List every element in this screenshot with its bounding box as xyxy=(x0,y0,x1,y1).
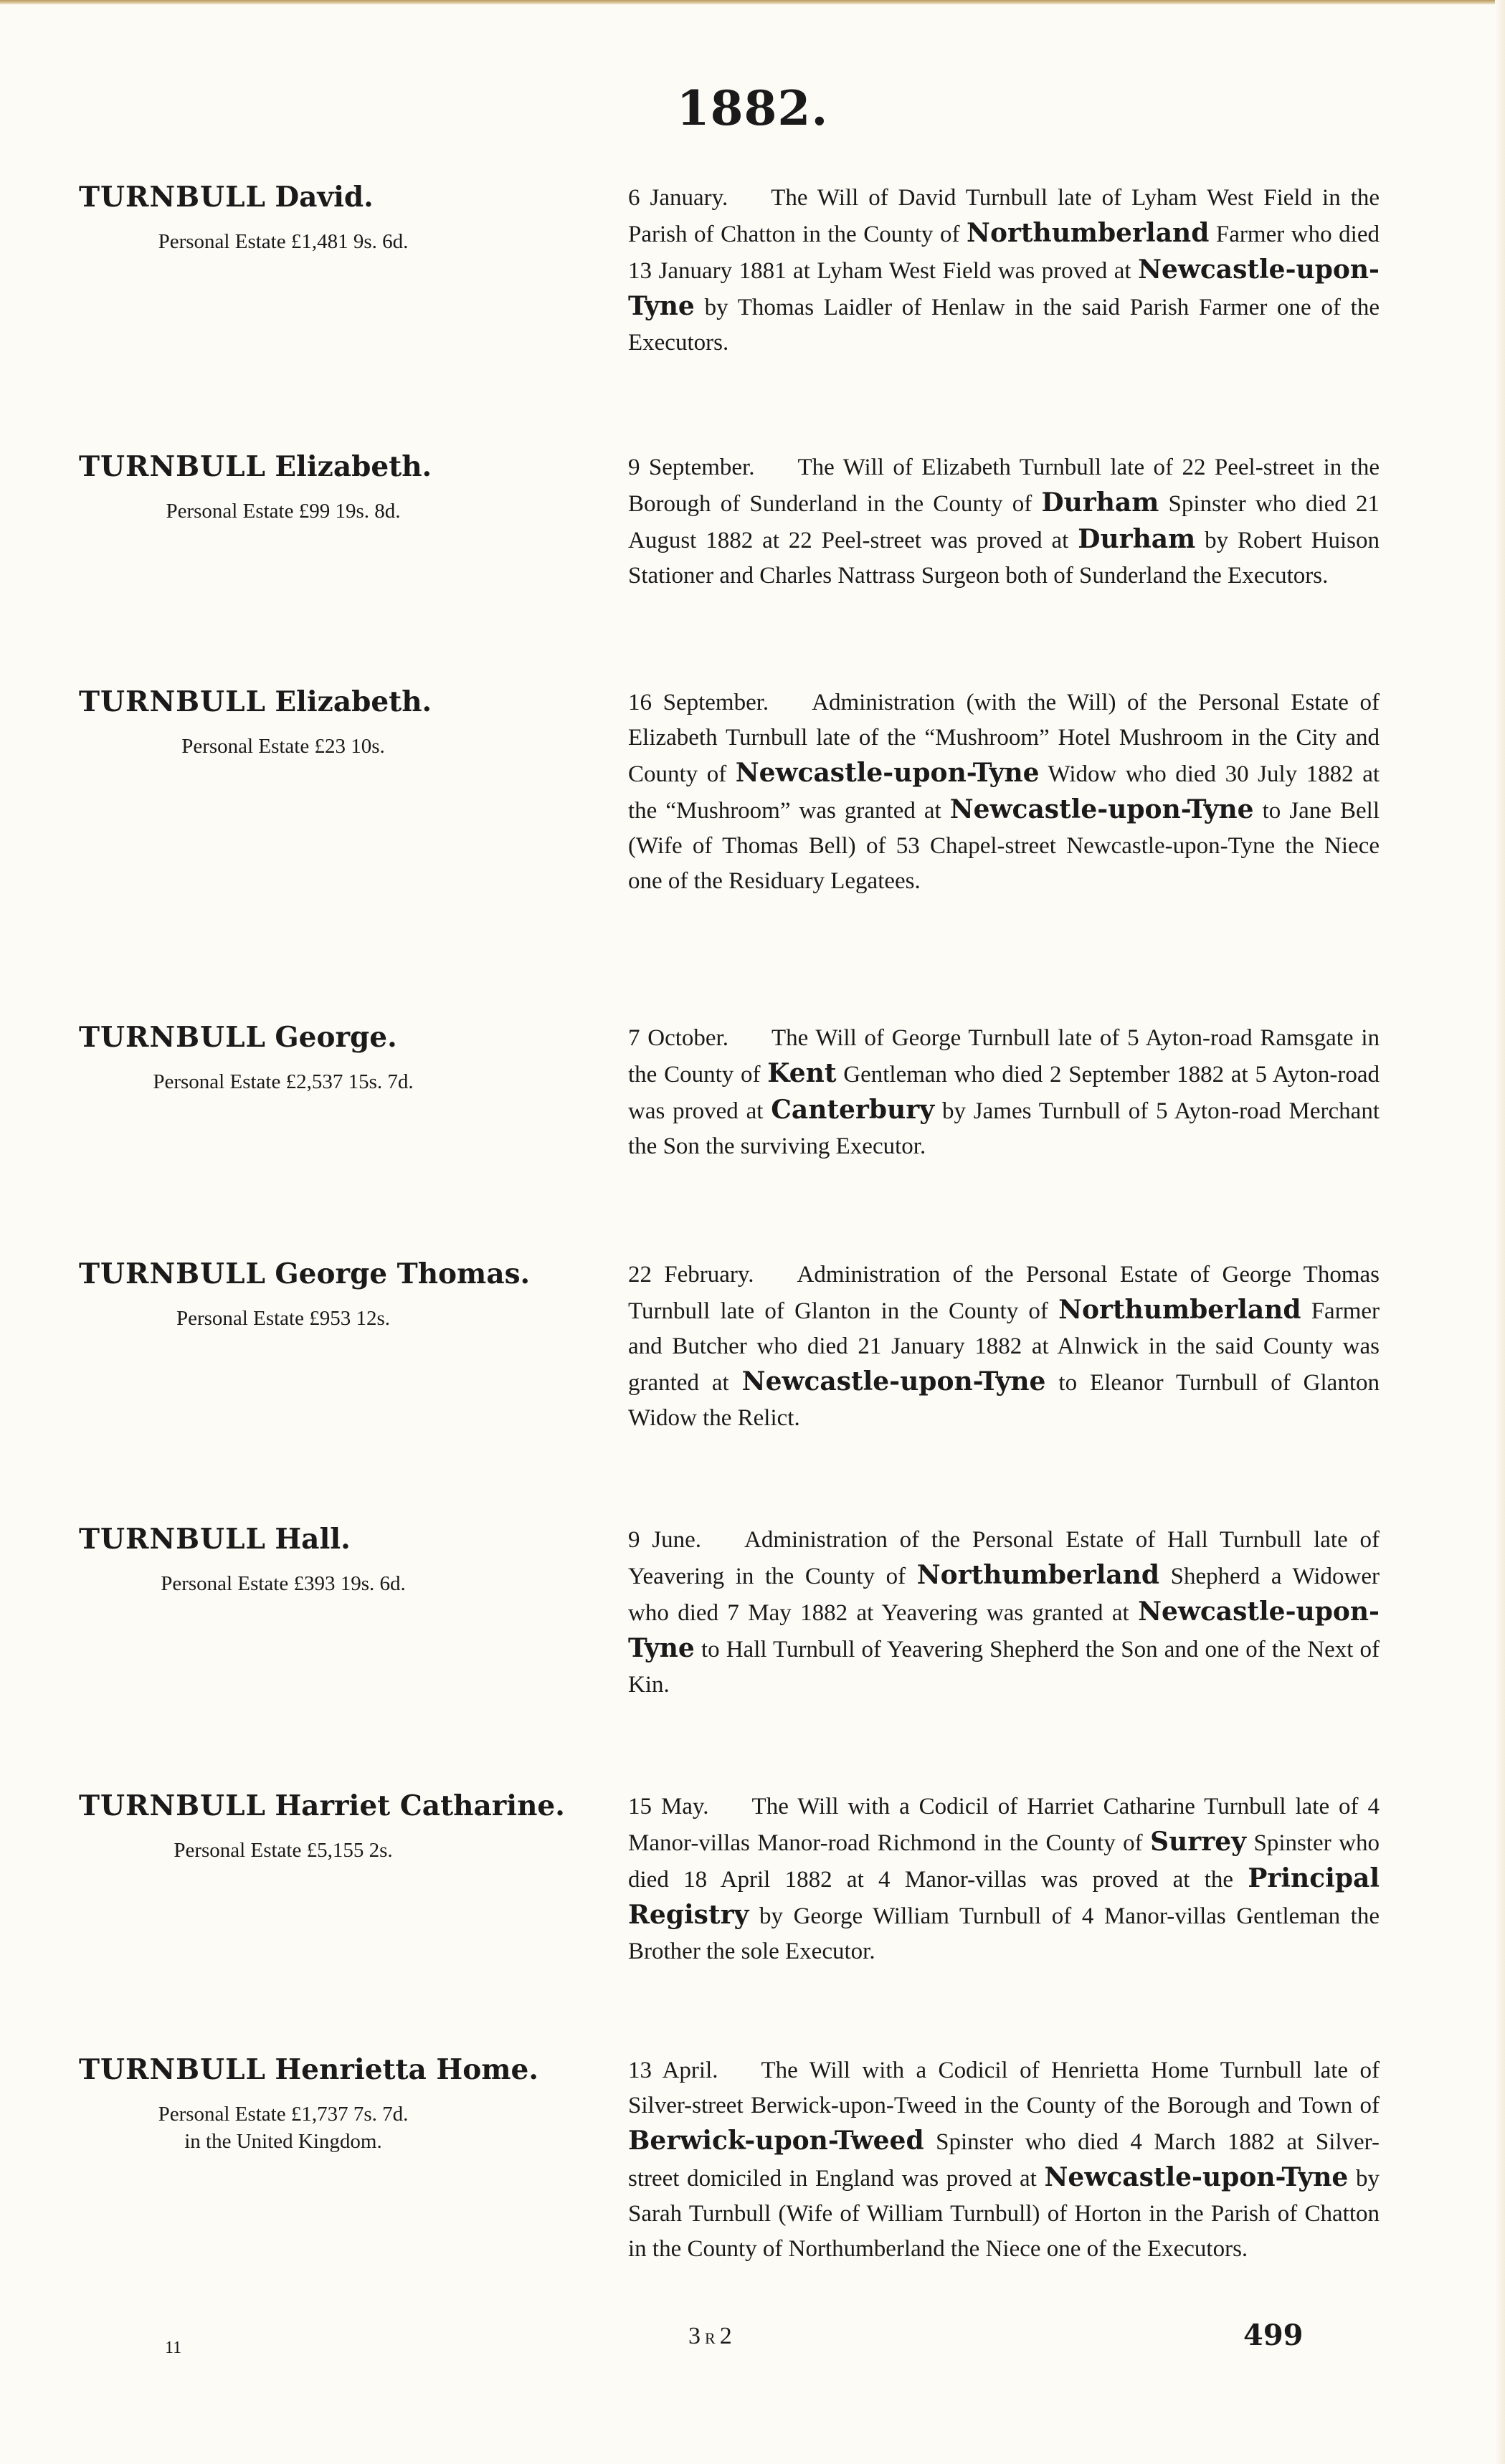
probate-text-segment: The Will of Elizabeth Turnbull late of 22 Peel-street in the Borough of Sunderland in the County of xyxy=(628,455,1380,517)
entry-probate-text xyxy=(628,181,1380,361)
entry-name xyxy=(79,2053,538,2086)
probate-text-segment: Administration of the Personal Estate of George Thomas Turnbull late of Glanton in the County of xyxy=(628,1262,1380,1324)
probate-text-segment: Farmer and Butcher who died 21 January 1882 at Alnwick in the said County was granted at xyxy=(628,1298,1380,1396)
estate-line: Personal Estate £99 19s. 8d. xyxy=(166,500,401,523)
page-edge-top xyxy=(0,0,1505,4)
sheet-mark-suffix: 2 xyxy=(719,2323,736,2349)
entry-name xyxy=(79,1021,397,1054)
entry-date: 6 January. xyxy=(628,185,728,211)
entry-date: 16 September. xyxy=(628,690,769,715)
entry-name xyxy=(79,1789,565,1822)
probate-place-emphasis: Durham xyxy=(1078,524,1196,554)
page-edge-right xyxy=(1495,0,1505,2464)
entry-given-names: Harriet Catharine. xyxy=(275,1789,565,1822)
estate-line: Personal Estate £393 19s. 6d. xyxy=(161,1572,406,1595)
entry-probate-text xyxy=(628,1257,1380,1436)
probate-text-segment: Spinster who died 4 March 1882 at Silver-street domiciled in England was proved at xyxy=(628,2129,1380,2192)
entry-probate-text xyxy=(628,1021,1380,1164)
probate-text-segment: The Will of David Turnbull late of Lyham West Field in the Parish of Chatton in the County of xyxy=(628,185,1380,247)
sheet-mark xyxy=(688,2323,736,2350)
probate-place-emphasis: Northumberland xyxy=(967,218,1210,248)
entry-date: 15 May. xyxy=(628,1794,709,1820)
probate-place-emphasis: Newcastle-upon-Tyne xyxy=(741,1366,1046,1397)
probate-text-segment: Spinster who died 21 August 1882 at 22 Peel-street was proved at xyxy=(628,491,1380,553)
probate-place-emphasis: Northumberland xyxy=(1058,1295,1301,1325)
signature-mark: 11 xyxy=(165,2339,182,2357)
entry-given-names: David. xyxy=(275,181,374,214)
probate-text-segment: by George William Turnbull of 4 Manor-villas Gentleman the Brother the sole Executor. xyxy=(628,1903,1380,1964)
estate-line: Personal Estate £23 10s. xyxy=(181,735,385,758)
probate-text-segment: The Will of George Turnbull late of 5 Ayton-road Ramsgate in the County of xyxy=(628,1025,1380,1088)
entry-name xyxy=(79,685,432,718)
entry-name xyxy=(79,1257,530,1290)
entry-probate-text xyxy=(628,685,1380,899)
entry-personal-estate xyxy=(115,1305,452,1332)
sheet-mark-letter: R xyxy=(705,2329,720,2347)
probate-text-segment: Farmer who died 13 January 1881 at Lyham West Field was proved at xyxy=(628,222,1380,284)
entry-name xyxy=(79,1523,351,1556)
sheet-mark-prefix: 3 xyxy=(688,2323,705,2349)
probate-place-emphasis: Berwick-upon-Tweed xyxy=(628,2126,924,2156)
probate-text-segment: by Sarah Turnbull (Wife of William Turnbull) of Horton in the Parish of Chatton in the County of Northumberland the Niece one of the Executors. xyxy=(628,2166,1380,2262)
entry-given-names: George Thomas. xyxy=(275,1257,531,1290)
entry-surname: TURNBULL xyxy=(79,685,266,718)
entry-probate-text xyxy=(628,2053,1380,2267)
entry-personal-estate xyxy=(115,733,452,760)
entry-surname: TURNBULL xyxy=(79,1257,266,1290)
probate-text-segment: Gentleman who died 2 September 1882 at 5 Ayton-road was proved at xyxy=(628,1062,1380,1124)
page-number: 499 xyxy=(1243,2318,1304,2352)
probate-place-emphasis: Principal Registry xyxy=(628,1863,1380,1930)
probate-place-emphasis: Newcastle-upon-Tyne xyxy=(735,758,1040,788)
entry-surname: TURNBULL xyxy=(79,450,266,483)
entry-probate-text xyxy=(628,450,1380,594)
probate-text-segment: Widow who died 30 July 1882 at the “Mushroom” was granted at xyxy=(628,761,1380,824)
estate-line: Personal Estate £1,481 9s. 6d. xyxy=(158,230,409,253)
probate-place-emphasis: Newcastle-upon-Tyne xyxy=(949,794,1254,824)
probate-place-emphasis: Newcastle-upon-Tyne xyxy=(628,1597,1380,1663)
estate-line: Personal Estate £1,737 7s. 7d. xyxy=(158,2103,409,2126)
probate-place-emphasis: Surrey xyxy=(1150,1827,1247,1857)
entry-surname: TURNBULL xyxy=(79,1789,266,1822)
entry-probate-text xyxy=(628,1523,1380,1703)
entry-date: 9 September. xyxy=(628,455,755,480)
probate-text-segment: The Will with a Codicil of Harriet Catharine Turnbull late of 4 Manor-villas Manor-road Richmond in the County of xyxy=(628,1794,1380,1856)
probate-place-emphasis: Canterbury xyxy=(771,1095,935,1125)
entry-date: 13 April. xyxy=(628,2058,718,2083)
entry-personal-estate xyxy=(115,1068,452,1095)
entry-personal-estate xyxy=(115,228,452,255)
estate-line: Personal Estate £953 12s. xyxy=(176,1307,390,1330)
probate-text-segment: by James Turnbull of 5 Ayton-road Merchant the Son the surviving Executor. xyxy=(628,1098,1380,1159)
entry-surname: TURNBULL xyxy=(79,1021,266,1054)
probate-text-segment: Shepherd a Widower who died 7 May 1882 at Yeavering was granted at xyxy=(628,1564,1380,1626)
probate-text-segment: to Eleanor Turnbull of Glanton Widow the Relict. xyxy=(628,1370,1380,1431)
estate-line: in the United Kingdom. xyxy=(184,2130,382,2153)
entry-probate-text xyxy=(628,1789,1380,1969)
probate-text-segment: Spinster who died 18 April 1882 at 4 Manor-villas was proved at the xyxy=(628,1830,1380,1893)
estate-line: Personal Estate £5,155 2s. xyxy=(174,1839,393,1862)
entry-date: 22 February. xyxy=(628,1262,754,1288)
entry-given-names: Henrietta Home. xyxy=(275,2053,538,2086)
probate-place-emphasis: Newcastle-upon-Tyne xyxy=(1044,2162,1349,2192)
entry-given-names: Hall. xyxy=(275,1523,351,1556)
page-year-heading: 1882. xyxy=(676,80,829,136)
entry-given-names: Elizabeth. xyxy=(275,450,432,483)
probate-text-segment: The Will with a Codicil of Henrietta Home Turnbull late of Silver-street Berwick-upon-Tweed in the County of the Borough and Town of xyxy=(628,2058,1380,2118)
probate-place-emphasis: Kent xyxy=(767,1058,837,1088)
entry-name xyxy=(79,450,432,483)
entry-given-names: Elizabeth. xyxy=(275,685,432,718)
entry-date: 9 June. xyxy=(628,1527,702,1553)
entry-personal-estate xyxy=(115,498,452,525)
entry-name xyxy=(79,181,374,214)
probate-text-segment: to Hall Turnbull of Yeavering Shepherd the Son and one of the Next of Kin. xyxy=(628,1637,1380,1698)
probate-text-segment: Administration of the Personal Estate of Hall Turnbull late of Yeavering in the County of xyxy=(628,1527,1380,1589)
probate-place-emphasis: Durham xyxy=(1041,487,1159,518)
estate-line: Personal Estate £2,537 15s. 7d. xyxy=(153,1070,414,1093)
entry-personal-estate xyxy=(115,1837,452,1864)
probate-place-emphasis: Northumberland xyxy=(916,1560,1160,1590)
entry-surname: TURNBULL xyxy=(79,2053,266,2086)
entry-surname: TURNBULL xyxy=(79,181,266,214)
probate-place-emphasis: Newcastle-upon-Tyne xyxy=(628,255,1380,321)
probate-text-segment: by Robert Huison Stationer and Charles Nattrass Surgeon both of Sunderland the Executors. xyxy=(628,528,1380,589)
probate-text-segment: by Thomas Laidler of Henlaw in the said Parish Farmer one of the Executors. xyxy=(628,295,1380,356)
entry-given-names: George. xyxy=(275,1021,397,1054)
probate-text-segment: to Jane Bell (Wife of Thomas Bell) of 53 Chapel-street Newcastle-upon-Tyne the Niece one of the Residuary Legatees. xyxy=(628,798,1380,894)
entry-date: 7 October. xyxy=(628,1025,728,1051)
entry-personal-estate xyxy=(115,2101,452,2155)
entry-personal-estate xyxy=(115,1570,452,1597)
entry-surname: TURNBULL xyxy=(79,1523,266,1556)
probate-text-segment: Administration (with the Will) of the Personal Estate of Elizabeth Turnbull late of the “Mushroom” Hotel Mushroom in the City and County of xyxy=(628,690,1380,787)
